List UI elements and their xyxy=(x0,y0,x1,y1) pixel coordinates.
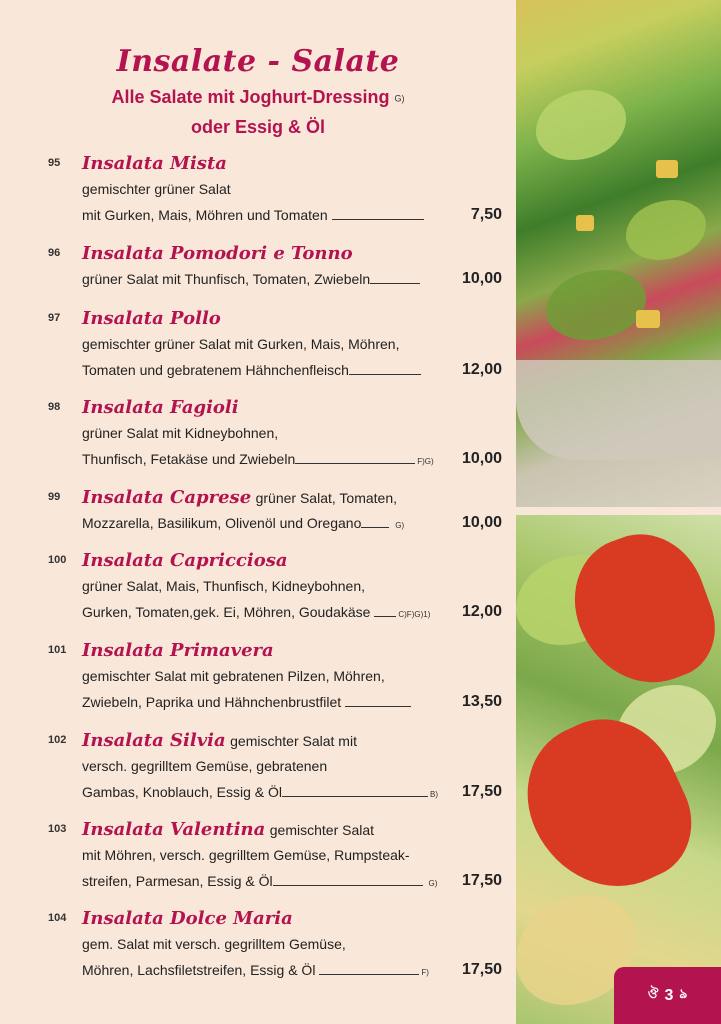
tomato-salad-photo xyxy=(516,515,721,1024)
item-desc-text: Tomaten und gebratenem Hähnchenfleisch xyxy=(82,362,349,378)
item-desc-line xyxy=(82,784,438,800)
subtitle-line-2: oder Essig & Öl xyxy=(190,117,326,137)
ornament-left-icon: ঔ xyxy=(647,986,659,1001)
item-desc-line xyxy=(82,451,434,467)
item-name-row xyxy=(82,819,374,840)
item-allergen: F)G) xyxy=(417,457,434,466)
item-number: 98 xyxy=(48,401,61,413)
item-desc-line xyxy=(82,515,404,531)
item-price: 17,50 xyxy=(461,872,502,889)
item-price: 10,00 xyxy=(461,450,502,467)
item-name: Insalata Caprese xyxy=(82,487,252,508)
item-number: 103 xyxy=(48,823,67,835)
item-desc-text: Mozzarella, Basilikum, Olivenöl und Oregano xyxy=(82,515,362,531)
item-desc-line: gemischter grüner Salat mit Gurken, Mais, Möhren, xyxy=(82,336,400,352)
dotted-leader xyxy=(370,273,420,284)
item-price: 7,50 xyxy=(470,206,502,223)
item-allergen: F) xyxy=(421,968,429,977)
item-desc-line xyxy=(82,962,429,978)
item-desc-line: mit Möhren, versch. gegrilltem Gemüse, Rumpsteak- xyxy=(82,847,410,863)
dotted-leader xyxy=(282,786,428,797)
dotted-leader xyxy=(295,453,415,464)
item-name: Insalata Pomodori e Tonno xyxy=(82,243,353,264)
item-allergen: G) xyxy=(428,879,438,888)
item-number: 97 xyxy=(48,312,61,324)
salad-bowl-photo xyxy=(516,0,721,507)
item-desc-line xyxy=(82,604,430,620)
item-number: 99 xyxy=(48,491,61,503)
item-price: 17,50 xyxy=(461,961,502,978)
item-desc-line: gemischter Salat mit gebratenen Pilzen, Möhren, xyxy=(82,668,385,684)
subtitle-line-1 xyxy=(0,87,516,108)
item-desc-line: gem. Salat mit versch. gegrilltem Gemüse, xyxy=(82,936,346,952)
dotted-leader xyxy=(345,696,411,707)
item-price: 10,00 xyxy=(461,270,502,287)
item-number: 96 xyxy=(48,247,61,259)
item-desc-text: mit Gurken, Mais, Möhren und Tomaten xyxy=(82,207,328,223)
item-number: 102 xyxy=(48,734,67,746)
item-desc-inline: gemischter Salat xyxy=(269,822,375,838)
page-number: 3 xyxy=(664,986,674,1004)
item-desc-inline: grüner Salat, Tomaten, xyxy=(255,490,397,506)
dotted-leader xyxy=(319,964,419,975)
item-number: 95 xyxy=(48,157,61,169)
item-name: Insalata Valentina xyxy=(82,819,266,840)
item-desc-text: Gurken, Tomaten,gek. Ei, Möhren, Goudakäse xyxy=(82,604,371,620)
dotted-leader xyxy=(374,606,396,617)
item-desc-line: grüner Salat mit Kidneybohnen, xyxy=(82,425,279,441)
item-desc-text: Gambas, Knoblauch, Essig & Öl xyxy=(82,784,282,800)
item-number: 100 xyxy=(48,554,67,566)
item-desc-line xyxy=(82,362,421,378)
item-desc-line xyxy=(82,207,424,223)
dotted-leader xyxy=(349,364,421,375)
dotted-leader xyxy=(273,875,423,886)
ornament-right-icon: ঌ xyxy=(679,986,688,1001)
item-desc-line: grüner Salat, Mais, Thunfisch, Kidneybohnen, xyxy=(82,578,366,594)
item-desc-text: Möhren, Lachsfiletstreifen, Essig & Öl xyxy=(82,962,316,978)
subtitle-allergen: G) xyxy=(394,93,405,104)
subtitle-text: Alle Salate mit Joghurt-Dressing xyxy=(111,87,390,107)
item-desc-text: streifen, Parmesan, Essig & Öl xyxy=(82,873,273,889)
item-allergen: C)F)G)1) xyxy=(398,610,431,619)
item-desc-text: grüner Salat mit Thunfisch, Tomaten, Zwiebeln xyxy=(82,271,371,287)
item-name: Insalata Capricciosa xyxy=(82,550,288,571)
item-desc-line: gemischter grüner Salat xyxy=(82,181,231,197)
item-name-row xyxy=(82,730,357,751)
item-allergen: G) xyxy=(395,521,405,530)
dotted-leader xyxy=(332,209,424,220)
item-price: 13,50 xyxy=(461,693,502,710)
dotted-leader xyxy=(361,517,389,528)
item-allergen: B) xyxy=(430,790,438,799)
item-desc-text: Thunfisch, Fetakäse und Zwiebeln xyxy=(82,451,296,467)
item-desc-line xyxy=(82,694,411,710)
item-desc-line: versch. gegrilltem Gemüse, gebratenen xyxy=(82,758,328,774)
item-price: 17,50 xyxy=(461,783,502,800)
item-price: 12,00 xyxy=(461,603,502,620)
item-desc-line xyxy=(82,271,420,287)
item-name: Insalata Dolce Maria xyxy=(82,908,293,929)
item-number: 104 xyxy=(48,912,67,924)
item-name: Insalata Primavera xyxy=(82,640,274,661)
page-title: Insalate - Salate xyxy=(116,44,400,79)
item-name: Insalata Mista xyxy=(82,153,227,174)
item-desc-inline: gemischter Salat mit xyxy=(230,733,357,749)
item-desc-text: Zwiebeln, Paprika und Hähnchenbrustfilet xyxy=(82,694,342,710)
item-name: Insalata Silvia xyxy=(82,730,226,751)
item-name-row xyxy=(82,487,397,508)
item-desc-line xyxy=(82,873,437,889)
page-number-badge xyxy=(614,967,721,1024)
item-price: 12,00 xyxy=(461,361,502,378)
item-name: Insalata Pollo xyxy=(82,308,221,329)
item-price: 10,00 xyxy=(461,514,502,531)
item-name: Insalata Fagioli xyxy=(82,397,239,418)
item-number: 101 xyxy=(48,644,67,656)
